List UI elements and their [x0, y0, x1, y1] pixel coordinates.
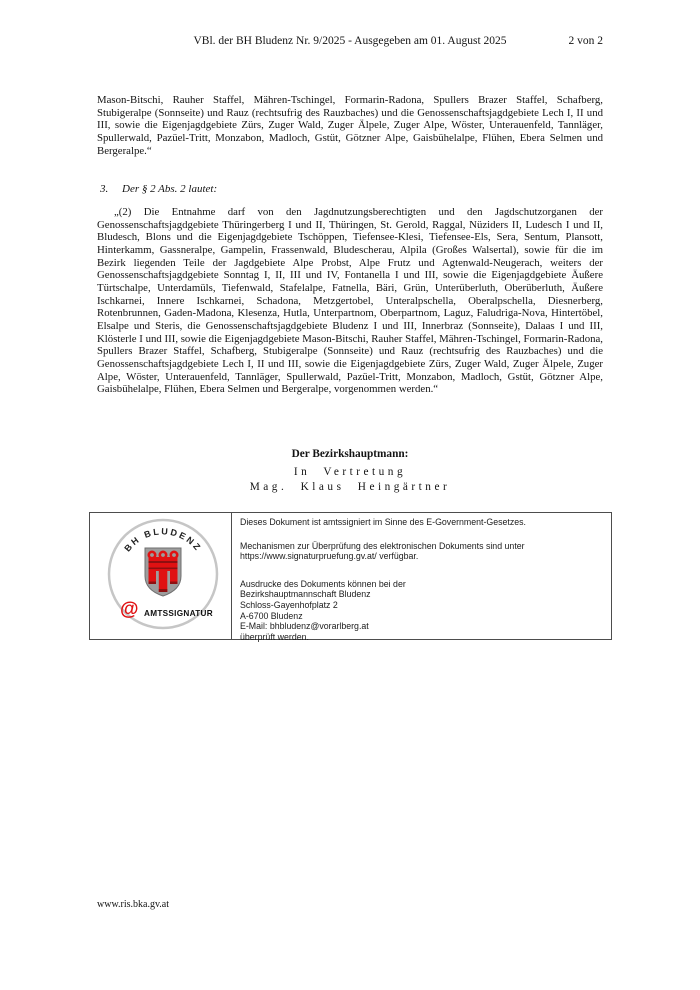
- vorarlberg-shield-icon: [145, 548, 181, 596]
- continuation-paragraph: Mason-Bitschi, Rauher Staffel, Mähren-Tschingel, Formarin-Radona, Spullers Brazer Staffel, Schafberg, Stubigeralpe (Sonnseite) und Rauz (rechtsufrig des Rauzbaches) und die Genossenschaftsjagdgebiete Lech I, II und III, sowie die Eigenjagdgebiete Zürs, Zuger Wald, Zuger Älpele, Zuger Alpe, Wöster, Unterauenfeld, Tannläger, Spullerwald, Pazüel-Tritt, Monzabon, Madloch, Gstüt, Götzner Alpe, Gaisbühelalpe, Flühen, Ebera Selmen und Bergeralpe.“: [97, 94, 603, 157]
- banner-stripe: [149, 568, 178, 570]
- banner-stripe: [149, 561, 178, 563]
- footer-url: www.ris.bka.gv.at: [97, 899, 170, 910]
- banner-tail-tip: [159, 589, 168, 592]
- signoff-name: Mag. Klaus Heingärtner: [249, 481, 451, 493]
- stamp-cell: [90, 513, 232, 639]
- header-title: VBl. der BH Bludenz Nr. 9/2025 - Ausgegeben am 01. August 2025: [193, 35, 507, 47]
- notice-address: [240, 579, 603, 643]
- notice-cell: [232, 513, 611, 642]
- list-item-text: Der § 2 Abs. 2 lautet:: [122, 183, 218, 195]
- at-sign-icon: @: [120, 599, 139, 620]
- list-item-number: 3.: [100, 183, 109, 195]
- amtssignatur-box: [89, 512, 612, 640]
- signoff-representation: In Vertretung: [293, 466, 407, 478]
- list-item-3: [100, 183, 217, 195]
- notice-verification: [240, 541, 603, 562]
- notice-address-line: A-6700 Bludenz: [240, 610, 303, 621]
- notice-verification-line1: Mechanismen zur Überprüfung des elektronischen Dokuments sind unter: [240, 540, 525, 551]
- banner-tail-tip: [149, 582, 157, 585]
- banner-tail-tip: [170, 582, 178, 585]
- notice-address-line: Bezirkshauptmannschaft Bludenz: [240, 589, 371, 600]
- notice-address-line: Ausdrucke des Dokuments können bei der: [240, 578, 406, 589]
- amtssignatur-label: AMTSSIGNATUR: [144, 609, 213, 618]
- banner-tail-middle: [159, 571, 168, 592]
- signoff-block: [0, 448, 700, 493]
- amendment-paragraph: „(2) Die Entnahme darf von den Jagdnutzungsberechtigten und den Jagdschutzorganen der Genossenschaftsjagdgebiete Thüringerberg I und II, Thüringen, St. Gerold, Raggal, Nüziders II, Ludesch I und II, Bludesch, Blons und die Eigenjagdgebiete Tschöppen, Tiefensee-Klesi, Tiefensee-Els, Sera, Sentum, Plansott, Hinterkamm, Gassneralpe, Gampelin, Frassenwald, Bludescherau, Alpila (Großes Walsertal), sowie für die im Bezirk liegenden Teile der Jagdgebiete Alpe Probst, Alpe Frutz und Agtenwald-Neugerach, weiters der Genossenschaftsjagdgebiete Sonntag I, II, III und IV, Fontanella I und III, sowie die Eigenjagdgebiete Äußere Türtschalpe, Unterdamüls, Tiefenwald, Stafelalpe, Fatnella, Bäri, Grün, Unterüberluth, Oberüberluth, Äußere Ischkarnei, Innere Ischkarnei, Schadona, Metzgertobel, Unteralpschella, Oberalpschella, Diesnerberg, Rotenbrunnen, Gaden-Madona, Klesenza, Hutla, Unterpartnom, Oberpartnom, Laguz, Faludriga-Nova, Hintertöbel, Elsalpe und Steris, die Genossenschaftsjagdgebiete Bludenz I und III, Innerbraz (Sonnseite), Dalaas I und III, Klösterle I und III, sowie die Eigenjagdgebiete Mason-Bitschi, Rauher Staffel, Mähren-Tschingel, Formarin-Radona, Spullers Brazer Staffel, Schafberg, Stubigeralpe (Sonnseite) und Rauz (rechtsufrig des Rauzbaches) und die Genossenschaftsjagdgebiete Lech I, II und III, sowie die Eigenjagdgebiete Zürs, Zuger Wald, Zuger Älpele, Zuger Alpe, Wöster, Unterauenfeld, Tannläger, Spullerwald, Pazüel-Tritt, Monzabon, Madloch, Gstüt, Götzner Alpe, Gaisbühelalpe, Flühen, Ebera Selmen und Bergeralpe, vorgenommen werden.“: [97, 206, 603, 396]
- notice-verification-url: https://www.signaturpruefung.gv.at/ verfügbar.: [240, 551, 419, 562]
- stamp-arc-text: BH BLUDENZ: [122, 526, 204, 554]
- page-header: [97, 35, 603, 47]
- notice-address-line: E-Mail: bhbludenz@vorarlberg.at: [240, 621, 369, 632]
- notice-address-line: Schloss-Gayenhofplatz 2: [240, 599, 338, 610]
- amtssignatur-stamp-icon: [105, 516, 221, 632]
- signoff-title: Der Bezirkshauptmann:: [291, 448, 409, 460]
- notice-address-line: überprüft werden.: [240, 631, 309, 642]
- page-number: 2 von 2: [568, 35, 603, 47]
- notice-amtssigniert: Dieses Dokument ist amtssigniert im Sinne des E-Government-Gesetzes.: [240, 517, 527, 527]
